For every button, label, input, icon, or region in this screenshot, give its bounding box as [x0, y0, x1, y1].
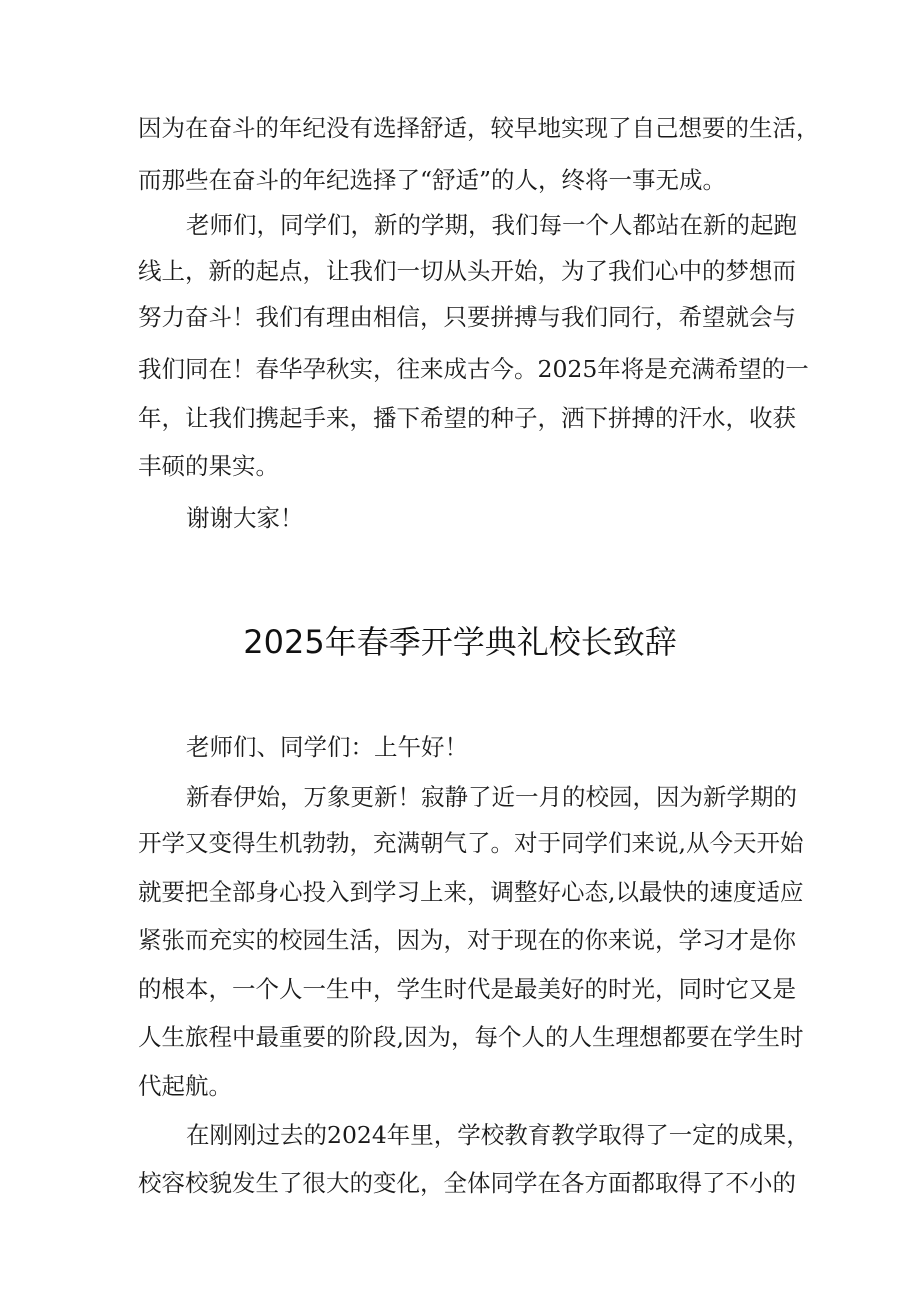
closing-line: 谢谢大家！ — [186, 504, 304, 532]
paragraph-line: 就要把全部身心投入到学习上来，调整好心态,以最快的速度适应 — [138, 878, 804, 906]
paragraph-line: 线上，新的起点，让我们一切从头开始，为了我们心中的梦想而 — [138, 257, 796, 285]
paragraph-line: 人生旅程中最重要的阶段,因为，每个人的人生理想都要在学生时 — [138, 1023, 804, 1051]
paragraph-line: 老师们，同学们，新的学期，我们每一个人都站在新的起跑 — [186, 211, 797, 239]
page-title: 2025年春季开学典礼校长致辞 — [243, 623, 677, 661]
paragraph-line: 新春伊始，万象更新！寂静了近一月的校园，因为新学期的 — [186, 783, 797, 811]
greeting-line: 老师们、同学们：上午好！ — [186, 733, 468, 761]
paragraph-line: 丰硕的果实。 — [138, 452, 279, 480]
paragraph-line: 开学又变得生机勃勃，充满朝气了。对于同学们来说,从今天开始 — [138, 829, 804, 857]
paragraph-line: 在刚刚过去的2024年里，学校教育教学取得了一定的成果， — [186, 1121, 810, 1149]
paragraph-line: 我们同在！春华孕秋实，往来成古今。2025年将是充满希望的一 — [138, 355, 809, 383]
paragraph-line: 努力奋斗！我们有理由相信，只要拼搏与我们同行，希望就会与 — [138, 303, 796, 331]
paragraph-line: 紧张而充实的校园生活，因为，对于现在的你来说，学习才是你 — [138, 926, 796, 954]
paragraph-line: 校容校貌发生了很大的变化，全体同学在各方面都取得了不小的 — [138, 1169, 796, 1197]
paragraph-line: 而那些在奋斗的年纪选择了“舒适”的人，终将一事无成。 — [138, 166, 727, 194]
paragraph-line: 的根本，一个人一生中，学生时代是最美好的时光，同时它又是 — [138, 975, 796, 1003]
paragraph-line: 年，让我们携起手来，播下希望的种子，洒下拼搏的汗水，收获 — [138, 404, 796, 432]
paragraph-line: 因为在奋斗的年纪没有选择舒适，较早地实现了自己想要的生活， — [138, 114, 820, 142]
paragraph-line: 代起航。 — [138, 1072, 232, 1100]
